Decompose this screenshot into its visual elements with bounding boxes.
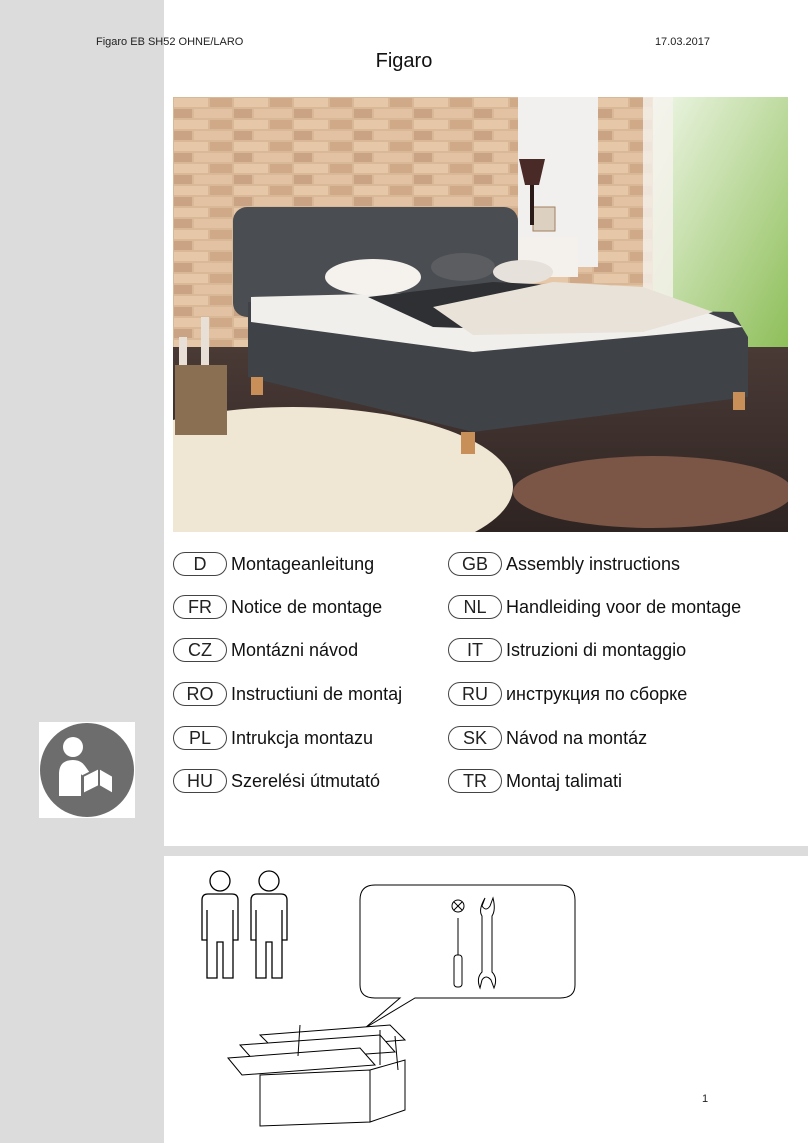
- language-row-nl: [448, 592, 741, 622]
- lang-label: Szerelési útmutató: [231, 770, 381, 791]
- product-photo: [173, 97, 788, 532]
- lang-code: CZ: [173, 638, 227, 662]
- lang-label: Montázni návod: [231, 639, 359, 660]
- lang-code: D: [173, 552, 227, 576]
- language-row-ro: [173, 679, 402, 709]
- lang-label: Instructiuni de montaj: [231, 683, 403, 704]
- two-persons-icon: [202, 871, 287, 978]
- section-divider: [0, 846, 808, 856]
- lang-code: HU: [173, 769, 227, 793]
- assembly-illustration: [180, 860, 600, 1130]
- lang-label: Návod na montáz: [506, 727, 648, 748]
- lang-label: Istruzioni di montaggio: [506, 639, 687, 660]
- lang-code: GB: [448, 552, 502, 576]
- lang-label: Montageanleitung: [231, 553, 375, 574]
- page-title: Figaro: [375, 50, 433, 72]
- lang-code: TR: [448, 769, 502, 793]
- language-row-ru: [448, 679, 687, 709]
- lang-code: FR: [173, 595, 227, 619]
- language-row-tr: [448, 766, 622, 796]
- language-row-cz: [173, 635, 358, 665]
- lang-label: инструкция по сборке: [506, 683, 688, 704]
- lang-label: Notice de montage: [231, 596, 383, 617]
- language-row-sk: [448, 723, 647, 753]
- tools-bubble: [360, 885, 575, 1028]
- language-row-d: [173, 549, 374, 579]
- lang-code: PL: [173, 726, 227, 750]
- language-row-it: [448, 635, 686, 665]
- document-date: 17.03.2017: [654, 36, 710, 48]
- lang-code: NL: [448, 595, 502, 619]
- toolbox-icon: [228, 1025, 405, 1126]
- lang-code: IT: [448, 638, 502, 662]
- lang-code: RO: [173, 682, 227, 706]
- lang-code: SK: [448, 726, 502, 750]
- language-row-hu: [173, 766, 380, 796]
- read-manual-icon: [39, 722, 135, 818]
- language-row-pl: [173, 723, 373, 753]
- page-number: 1: [702, 1093, 709, 1105]
- document-id: Figaro EB SH52 OHNE/LARO: [96, 36, 244, 48]
- lang-label: Handleiding voor de montage: [506, 596, 742, 617]
- sidebar-band-top: [0, 0, 164, 846]
- lang-label: Assembly instructions: [506, 553, 681, 574]
- language-row-gb: [448, 549, 680, 579]
- lang-label: Montaj talimati: [506, 770, 623, 791]
- sidebar-band-bottom: [0, 856, 164, 1143]
- lang-code: RU: [448, 682, 502, 706]
- lang-label: Intrukcja montazu: [231, 727, 374, 748]
- language-row-fr: [173, 592, 382, 622]
